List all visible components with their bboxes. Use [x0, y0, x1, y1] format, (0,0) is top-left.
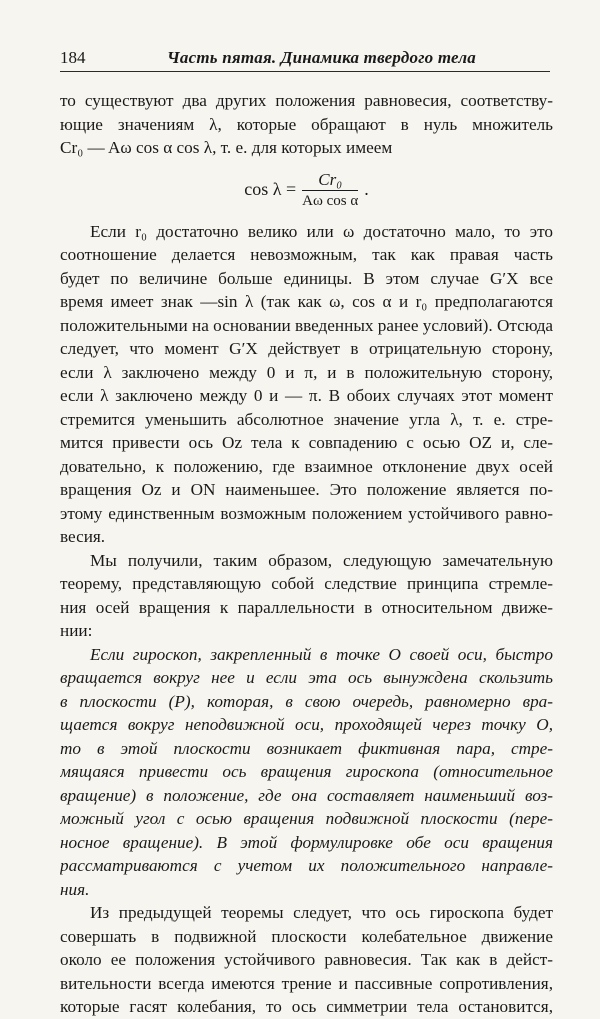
fraction-numerator: Cr₀ — [318, 169, 343, 189]
paragraph-2 — [60, 220, 553, 549]
text-line: весия. — [60, 527, 106, 546]
page-number: 184 — [60, 48, 86, 67]
text-line: этому единственным возможным положением устойчивого равно- — [60, 503, 553, 523]
text-line: в плоскости (P), которая, в свою очередь, равномерно вра- — [60, 691, 553, 711]
text-line: рассматриваются с учетом их положительного направле- — [60, 856, 553, 875]
text-line: то в этой плоскости возникает фиктивная пара, стре- — [60, 738, 553, 758]
text-line: положительными на основании введенных ранее условий). Отсюда — [60, 315, 553, 335]
text-line: будет по величине больше единицы. В этом случае G′X все — [60, 268, 553, 288]
text-line: которые гасят колебания, то ось симметрии тела остановится, — [60, 997, 553, 1016]
text-line: Мы получили, таким образом, следующую замечательную — [90, 550, 553, 570]
text-line: совершать в подвижной плоскости колебательное движение — [60, 926, 553, 946]
paragraph-1 — [60, 89, 553, 160]
text-line: довательно, к положению, где взаимное отклонение двух осей — [60, 456, 553, 476]
text-line: носное вращение). В этой формулировке обе оси вращения — [60, 832, 553, 852]
text-line: Из предыдущей теоремы следует, что ось гироскопа будет — [90, 903, 553, 922]
text-line: стремится уменьшить абсолютное значение угла λ, т. е. стре- — [60, 409, 553, 429]
text-line: Если гироскоп, закрепленный в точке O своей оси, быстро — [90, 644, 553, 664]
text-line: Cr₀ — Aω cos α cos λ, т. е. для которых имеем — [60, 138, 393, 157]
text-line: ющие значениям λ, которые обращают в нуль множитель — [60, 114, 553, 134]
text-line: щается вокруг неподвижной оси, проходящей через точку O, — [60, 715, 553, 734]
text-line: вращается вокруг нее и если эта ось вынуждена скользить — [60, 668, 553, 687]
running-title: Часть пятая. Динамика твердого тела — [167, 48, 476, 67]
text-line: около ее положения устойчивого равновесия. Так как в дейст- — [60, 950, 553, 969]
paragraph-3 — [60, 549, 553, 643]
text-line: ния. — [60, 879, 90, 899]
text-line: Если r₀ достаточно велико или ω достаточно мало, то это — [90, 221, 553, 241]
text-line: время имеет знак —sin λ (так как ω, cos α и r₀ предполагаются — [60, 292, 553, 311]
text-line: можный угол с осью вращения подвижной плоскости (пере- — [60, 809, 553, 828]
text-line: если λ заключено между 0 и π, и в положительную сторону, — [60, 362, 553, 382]
text-line: теорему, представляющую собой следствие принципа стремле- — [60, 574, 553, 593]
text-line: следует, что момент G′X действует в отрицательную сторону, — [60, 339, 553, 358]
text-line: мится привести ось Oz тела к совпадению с осью OZ и, сле- — [60, 433, 553, 452]
equation-lhs: cos λ = — [244, 179, 297, 199]
text-line: ния осей вращения к параллельности в относительном движе- — [60, 597, 553, 617]
equation-period: . — [364, 179, 369, 199]
equation-fraction — [302, 171, 358, 209]
text-line: вительности всегда имеются трение и пассивные сопротивления, — [60, 973, 553, 993]
text-line: вращение) в положение, где она составляет наименьший воз- — [60, 785, 553, 805]
theorem-statement — [60, 643, 553, 902]
paragraph-4 — [60, 901, 553, 1019]
text-line: мящаяся привести ось вращения гироскопа (относительное — [60, 762, 553, 781]
text-line: вращения Oz и ON наименьшее. Это положение является по- — [60, 480, 553, 499]
text-line: соотношение делается невозможным, так как правая часть — [60, 245, 553, 264]
text-line: нии: — [60, 621, 93, 640]
equation — [60, 160, 553, 220]
header-rule — [60, 71, 550, 72]
fraction-denominator: Aω cos α — [302, 192, 359, 209]
text-line: то существуют два других положения равновесия, соответству- — [60, 91, 553, 110]
page-body — [60, 89, 553, 1019]
text-line: если λ заключено между 0 и — π. В обоих случаях этот момент — [60, 386, 553, 405]
page-header — [60, 40, 550, 74]
